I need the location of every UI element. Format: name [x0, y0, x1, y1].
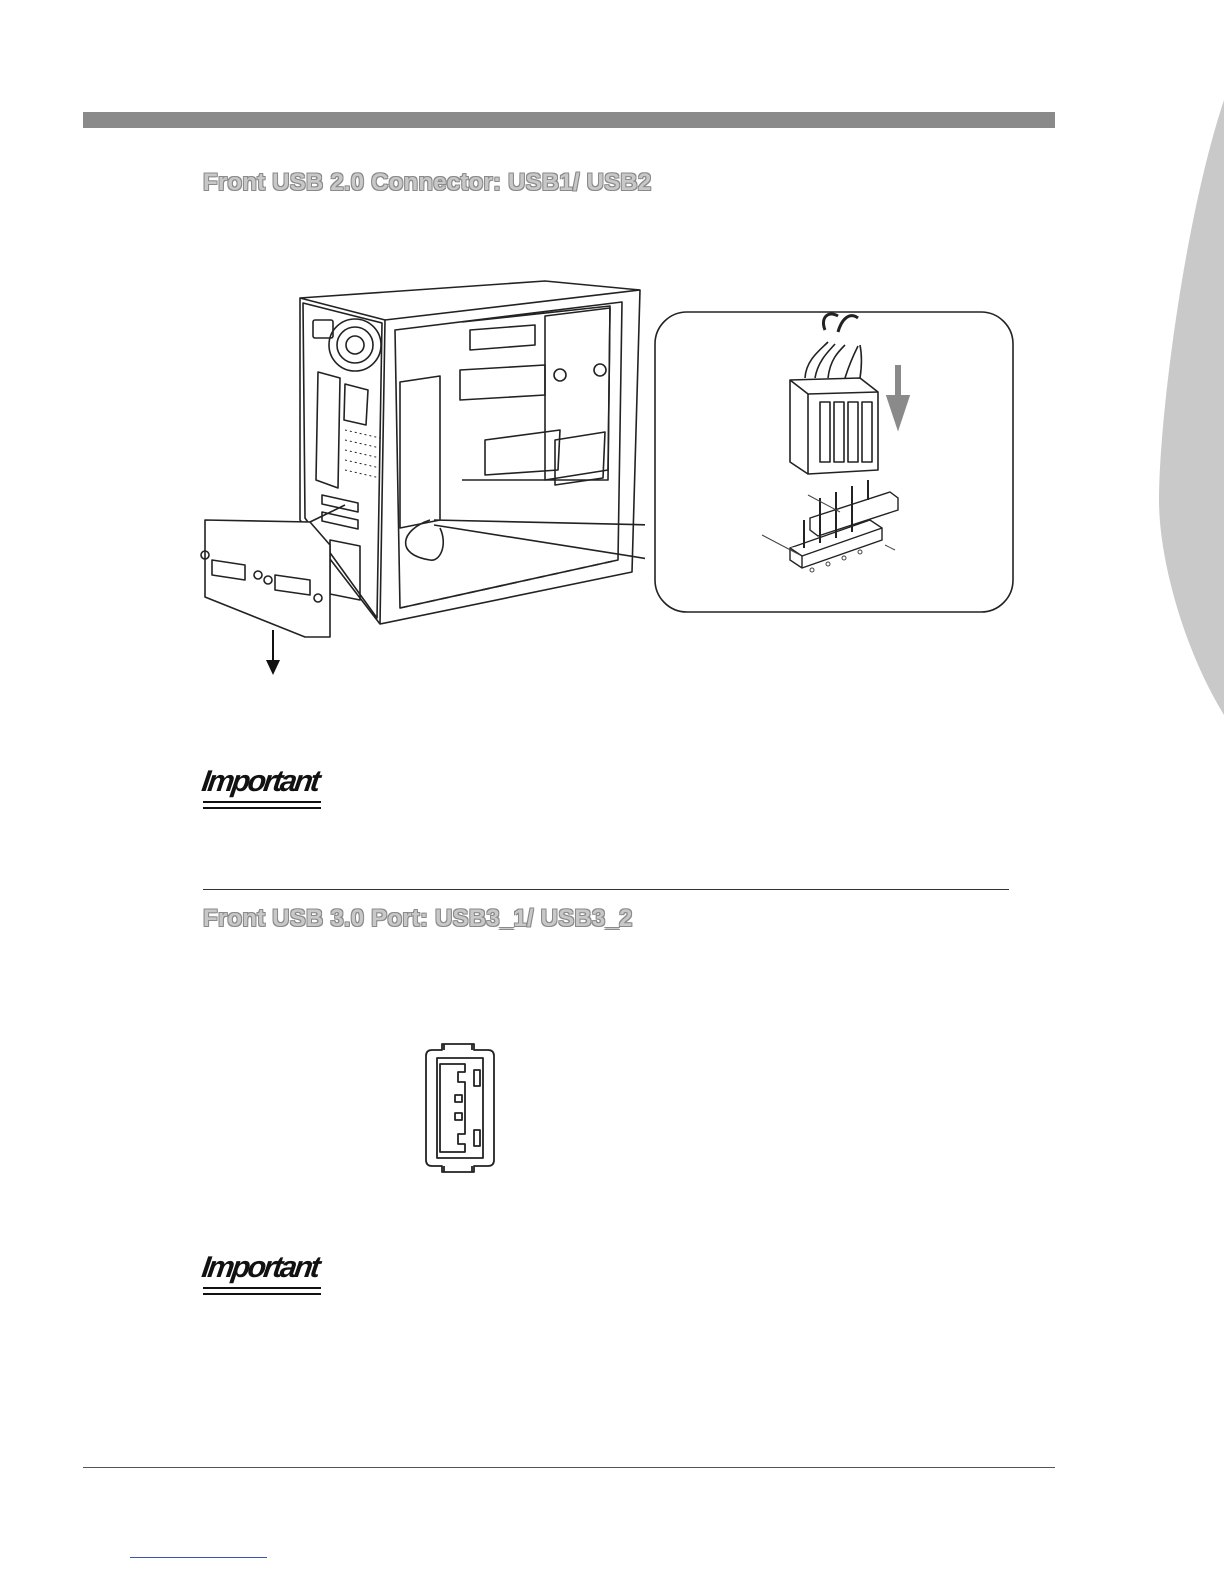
- important-underline: [203, 1287, 321, 1295]
- chapter-side-tab: [1104, 0, 1224, 1584]
- usb3-port-icon: [420, 1040, 500, 1180]
- important-label: Important: [199, 765, 321, 798]
- section-heading-usb3: Front USB 3.0 Port: USB3_1/ USB3_2: [203, 905, 633, 932]
- usb2-header-zoom-diagram: [650, 306, 1020, 616]
- pc-case-illustration: [195, 278, 645, 680]
- footer-link-underline[interactable]: [130, 1557, 267, 1558]
- section-heading-usb2: Front USB 2.0 Connector: USB1/ USB2: [203, 169, 652, 196]
- footer-rule: [83, 1467, 1055, 1468]
- important-underline: [203, 801, 321, 809]
- important-label: Important: [199, 1251, 321, 1284]
- top-header-bar: [83, 112, 1055, 128]
- section-divider: [203, 889, 1009, 890]
- down-arrow-icon: [266, 630, 280, 675]
